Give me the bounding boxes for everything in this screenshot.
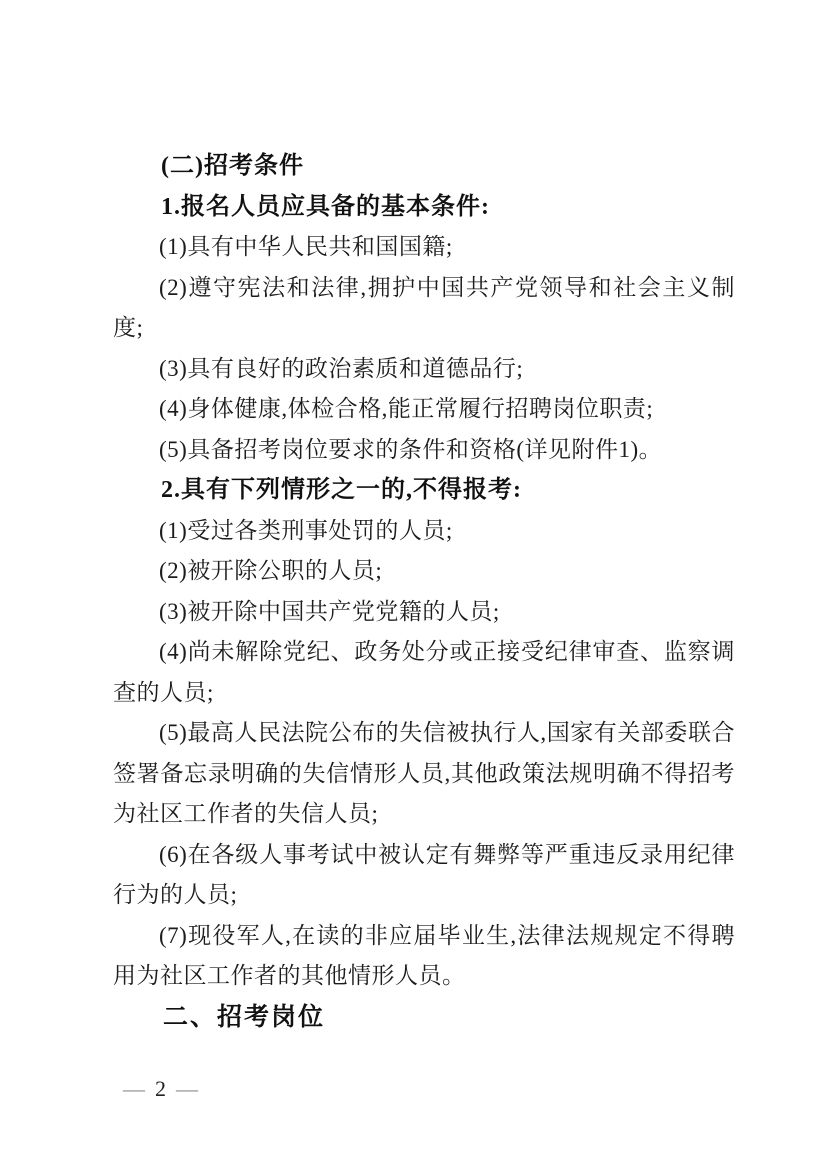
list-item-paragraph: (3)被开除中国共产党党籍的人员; xyxy=(159,598,500,624)
document-body xyxy=(113,146,735,1037)
list-item-paragraph: (5)具备招考岗位要求的条件和资格(详见附件1)。 xyxy=(159,436,663,462)
list-item-paragraph: (4)尚未解除党纪、政务处分或正接受纪律审查、监察调查的人员; xyxy=(113,639,735,705)
footer-right-dash: — xyxy=(176,1076,198,1101)
list-item-paragraph: (3)具有良好的政治素质和道德品行; xyxy=(159,355,524,381)
item-heading-disqualifying-conditions: 2.具有下列情形之一的,不得报考: xyxy=(161,477,522,503)
section-heading-recruitment-positions: 二、招考岗位 xyxy=(163,1002,326,1031)
list-item-paragraph: (2)遵守宪法和法律,拥护中国共产党领导和社会主义制度; xyxy=(113,274,735,340)
list-item-paragraph: (6)在各级人事考试中被认定有舞弊等严重违反录用纪律行为的人员; xyxy=(113,841,735,907)
footer-left-dash: — xyxy=(123,1076,145,1101)
item-heading-basic-conditions: 1.报名人员应具备的基本条件: xyxy=(161,193,490,220)
list-item-paragraph: (1)具有中华人民共和国国籍; xyxy=(159,234,453,259)
list-item-paragraph: (5)最高人民法院公布的失信被执行人,国家有关部委联合签署备忘录明确的失信情形人员,其他政策法规明确不得招考为社区工作者的失信人员; xyxy=(113,720,735,826)
list-item-paragraph: (7)现役军人,在读的非应届毕业生,法律法规规定不得聘用为社区工作者的其他情形人员。 xyxy=(113,922,735,988)
subsection-heading-recruitment-conditions: (二)招考条件 xyxy=(161,153,304,179)
list-item-paragraph: (2)被开除公职的人员; xyxy=(159,558,383,583)
page-number: 2 xyxy=(155,1076,166,1101)
page-number-footer xyxy=(113,1074,208,1104)
list-item-paragraph: (1)受过各类刑事处罚的人员; xyxy=(159,517,453,543)
list-item-paragraph: (4)身体健康,体检合格,能正常履行招聘岗位职责; xyxy=(159,396,654,421)
